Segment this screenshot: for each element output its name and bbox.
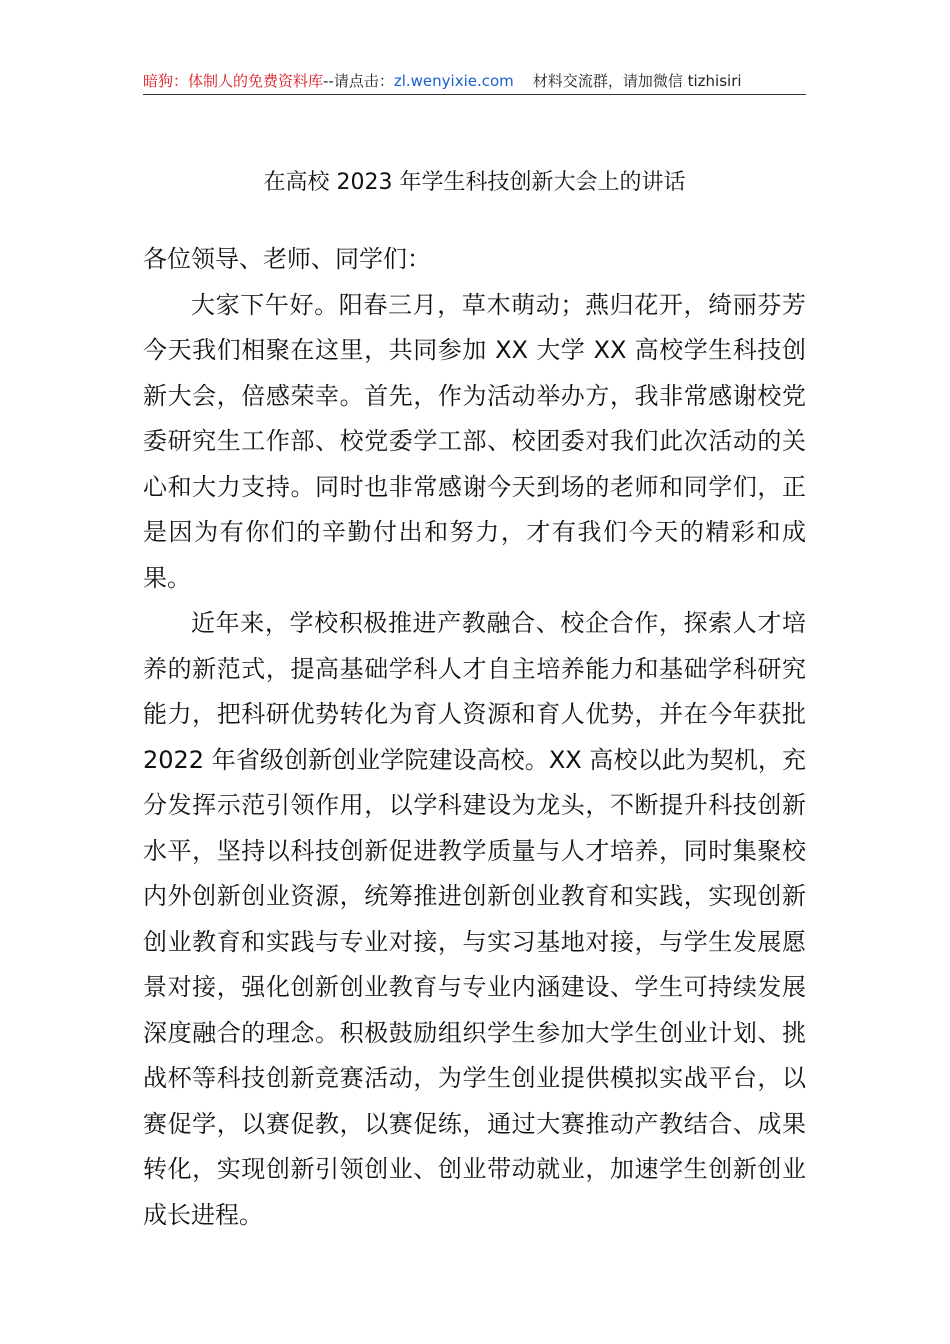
- header-site-name: 暗狗：体制人的免费资料库: [143, 72, 324, 90]
- header-link[interactable]: zl.wenyixie.com: [393, 72, 514, 90]
- paragraph-1: 大家下午好。阳春三月，草木萌动；燕归花开，绮丽芬芳今天我们相聚在这里，共同参加 XX 大学 XX 高校学生科技创新大会，倍感荣幸。首先，作为活动举办方，我非常感谢校党委研究生工作部、校党委学工部、校团委对我们此次活动的关心和大力支持。同时也非常感谢今天到场的老师和同学们，正是因为有你们的辛勤付出和努力，才有我们今天的精彩和成果。: [143, 290, 806, 592]
- paragraph-2: 近年来，学校积极推进产教融合、校企合作，探索人才培养的新范式，提高基础学科人才自主培养能力和基础学科研究能力，把科研优势转化为育人资源和育人优势，并在今年获批 2022 年省级创新创业学院建设高校。XX 高校以此为契机，充分发挥示范引领作用，以学科建设为龙头，不断提升科技创新水平，坚持以科技创新促进教学质量与人才培养，同时集聚校内外创新创业资源，统筹推进创新创业教育和实践，实现创新创业教育和实践与专业对接，与实习基地对接，与学生发展愿景对接，强化创新创业教育与专业内涵建设、学生可持续发展深度融合的理念。积极鼓励组织学生参加大学生创业计划、挑战杯等科技创新竞赛活动，为学生创业提供模拟实战平台，以赛促学，以赛促教，以赛促练，通过大赛推动产教结合、成果转化，实现创新引领创业、创业带动就业，加速学生创新创业成长进程。: [143, 609, 806, 1229]
- header-divider: [143, 94, 806, 95]
- document-body: [143, 237, 806, 1238]
- salutation: 各位领导、老师、同学们：: [143, 245, 431, 273]
- header-click-prompt: --请点击：: [323, 72, 394, 90]
- page-header: [143, 70, 806, 94]
- header-contact: 材料交流群，请加微信 tizhisiri: [532, 72, 742, 90]
- document-title: 在高校 2023 年学生科技创新大会上的讲话: [263, 170, 686, 195]
